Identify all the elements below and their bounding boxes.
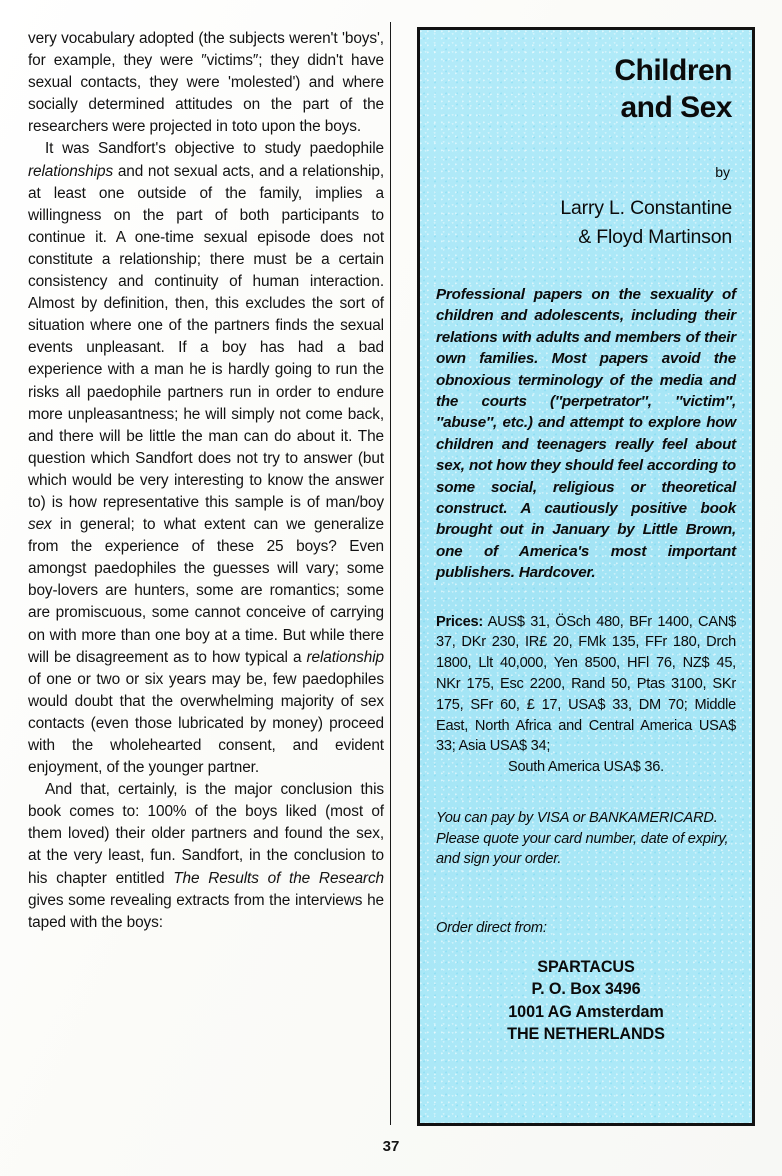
page-number: 37 (382, 1138, 400, 1155)
paragraph-2-segment-a: And that, certainly, is the major conclusion this book comes to: 100% of the boys liked (most of them loved) their older partners and found the sex, at the very least, fun. Sandfort, in the conclusion to his chapter entitled (28, 781, 384, 887)
paragraph-1-segment-a: It was Sandfort's objective to study paedophile (45, 140, 384, 158)
ad-publisher-address (436, 956, 736, 1046)
article-text-column (28, 28, 384, 934)
article-paragraph-1 (28, 138, 384, 779)
paragraph-2-segment-b: gives some revealing extracts from the interviews he taped with the boys: (28, 891, 384, 931)
column-divider-rule (390, 22, 391, 1125)
ad-prices (436, 612, 736, 778)
ad-authors (436, 194, 736, 252)
paragraph-1-italic-relationship: relationship (306, 648, 384, 666)
ad-description: Professional papers on the sexuality of children and adolescents, including their relations with adults and members of their own families. Most papers avoid the obnoxious terminology of the media and the courts (″perpetrator″, ″victim″, ″abuse″, etc.) and attempt to explore how children and teenagers really feel about sex, not how they should feel according to some social, religious or theoretical construct. A cautiously positive book brought out in January by Little Brown, one of America's most important publishers. Hardcover. (436, 286, 736, 582)
paragraph-1-segment-c: in general; to what extent can we generalize from the experience of these 25 boys? Even amongst paedophiles the guesses will vary; some boy-lovers are hunters, some are romantics; some are promiscuous, some cannot conceive of carrying on with more than one boy at a time. But while there will be disagreement as to how typical a (28, 516, 384, 666)
paragraph-1-italic-sex: sex (28, 516, 52, 534)
article-paragraph-0: very vocabulary adopted (the subjects weren't 'boys', for example, they were ″victims″; they didn't have sexual contacts, they were 'molested') and where socially determined attitudes on the part of the researchers were projected in toto upon the boys. (28, 30, 384, 136)
paragraph-1-segment-b: and not sexual acts, and a relationship, at least one outside of the family, implies a willingness on the part of both participants to continue it. A one-time sexual episode does not constitute a relationship; there must be a certain consistency and continuity of human interaction. Almost by definition, then, this excludes the sort of situation where one of the partners finds the sexual events unpleasant. If a boy has had a bad experience with a man he is hardly going to run the risks all paedophile partners run in order to endure more unpleasantness; he will simply not come back, and there will be little the man can do about it. The question which Sandfort does not try to answer (but which would be very interesting to know the answer to) is how representative this sample is of man/boy (28, 162, 384, 511)
book-advertisement-panel (417, 27, 755, 1126)
ad-address-line-1: P. O. Box 3496 (531, 980, 641, 999)
ad-author-line-1: Larry L. Constantine (560, 197, 732, 219)
ad-address-line-2: 1001 AG Amsterdam (508, 1002, 664, 1021)
paragraph-1-italic-relationships: relationships (28, 162, 114, 180)
ad-order-lead: Order direct from: (436, 919, 547, 936)
ad-address-line-0: SPARTACUS (537, 957, 635, 976)
ad-title-line-2: and Sex (620, 91, 732, 124)
ad-prices-list: AUS$ 31, ÖSch 480, BFr 1400, CAN$ 37, DKr 230, IR£ 20, FMk 135, FFr 180, Drch 1800, Llt 40,000, Yen 8500, HFl 76, NZ$ 45, NKr 175, Esc 2200, Rand 50, Ptas 3100, SKr 175, SFr 60, £ 17, USA$ 33, DM 70; Middle East, North Africa and Central America USA$ 33; Asia USA$ 34; (436, 613, 736, 755)
ad-byline: by (715, 164, 730, 180)
ad-prices-label: Prices: (436, 613, 483, 630)
ad-payment-note: You can pay by VISA or BANKAMERICARD. Please quote your card number, date of expiry, and sign your order. (436, 810, 729, 868)
ad-title-line-1: Children (614, 54, 732, 87)
paragraph-2-italic-chapter-title: The Results of the Research (173, 869, 384, 887)
paragraph-1-segment-d: of one or two or six years may be, few paedophiles would doubt that the overwhelming majority of sex contacts (even those lubricated by money) proceed with the wholehearted consent, and evident enjoyment, of the younger partner. (28, 670, 384, 777)
article-paragraph-2 (28, 779, 384, 934)
ad-book-title (436, 52, 736, 126)
ad-prices-last-line: South America USA$ 36. (508, 759, 664, 776)
ad-address-line-3: THE NETHERLANDS (507, 1025, 665, 1044)
ad-author-line-2: & Floyd Martinson (578, 226, 732, 248)
